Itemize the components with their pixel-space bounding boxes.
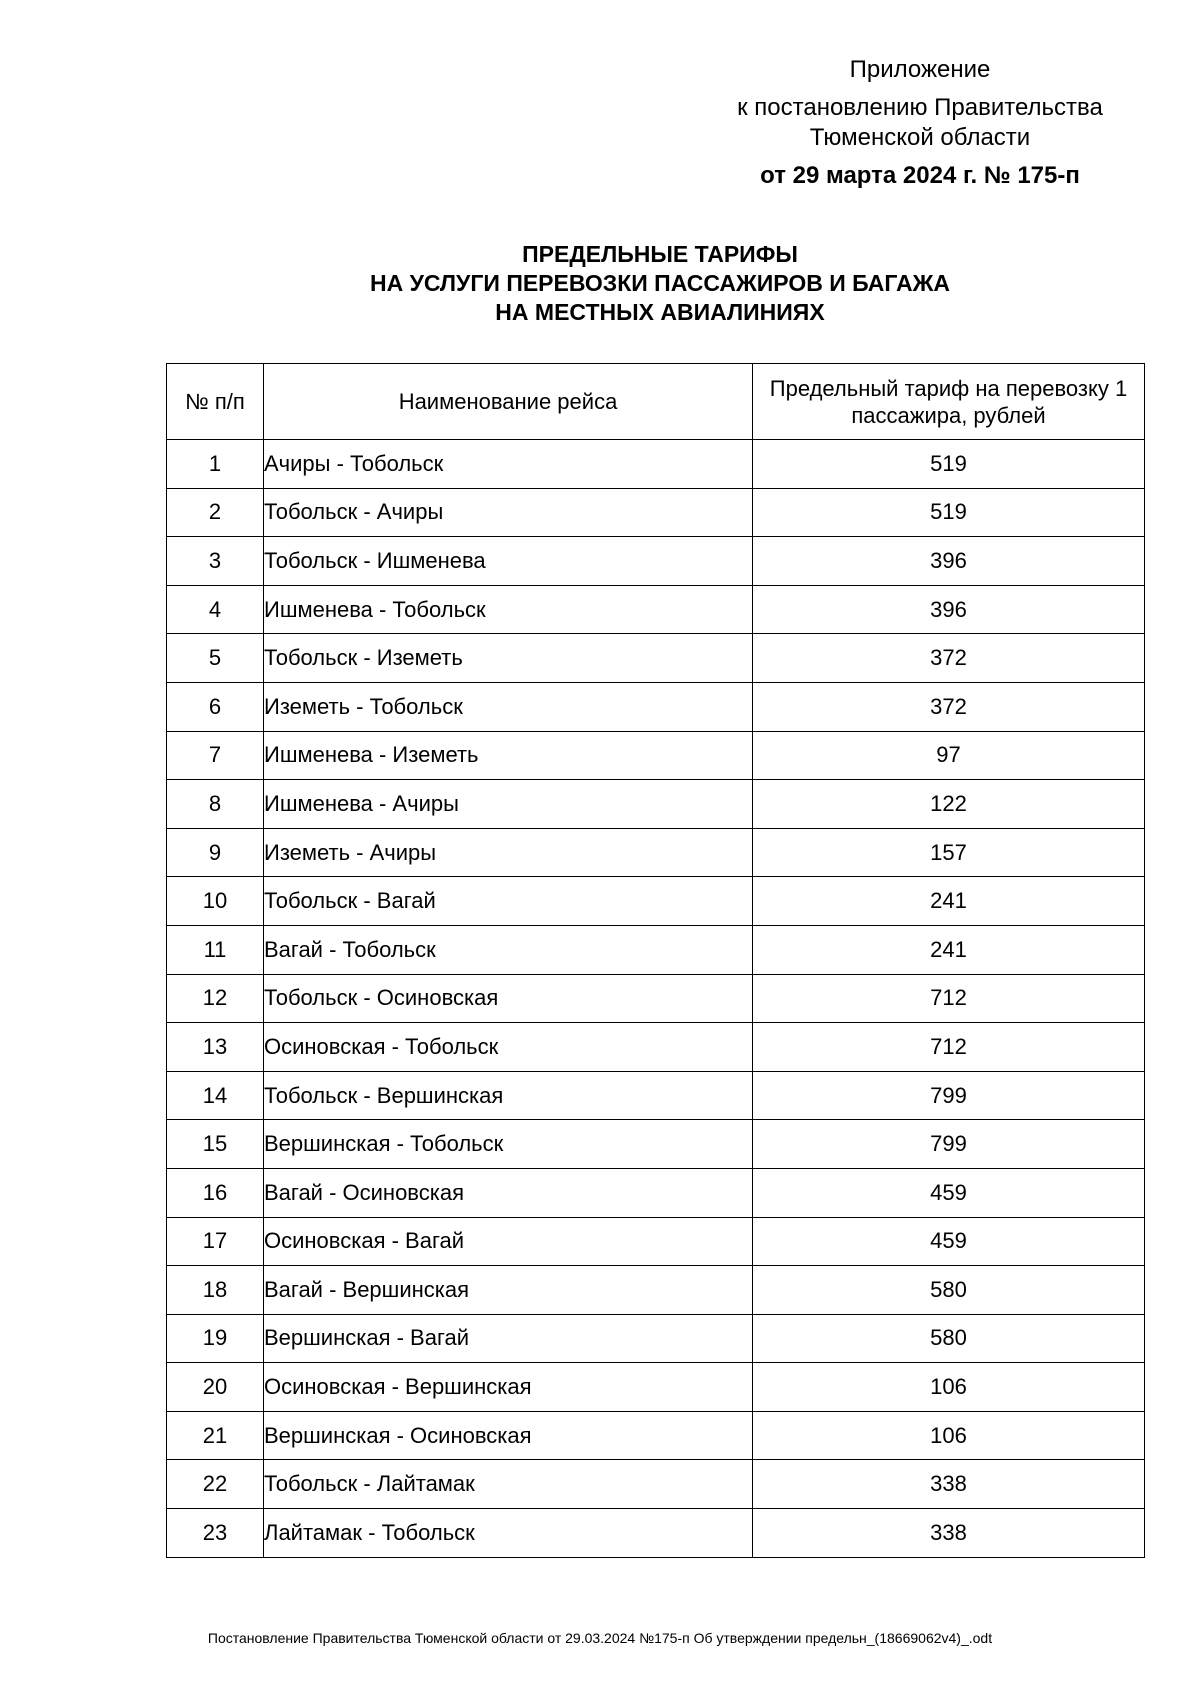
row-number: 6 — [167, 682, 264, 731]
row-flight-name: Вершинская - Осиновская — [264, 1411, 753, 1460]
table-row — [167, 1071, 1145, 1120]
row-number: 14 — [167, 1071, 264, 1120]
row-tariff: 97 — [753, 731, 1145, 780]
row-tariff: 519 — [753, 440, 1145, 489]
row-number: 13 — [167, 1023, 264, 1072]
row-flight-name: Тобольск - Ишменева — [264, 537, 753, 586]
row-number: 12 — [167, 974, 264, 1023]
table-row — [167, 1120, 1145, 1169]
title-line-2: НА УСЛУГИ ПЕРЕВОЗКИ ПАССАЖИРОВ И БАГАЖА — [369, 270, 951, 296]
row-flight-name: Вершинская - Тобольск — [264, 1120, 753, 1169]
row-tariff: 372 — [753, 682, 1145, 731]
table-row — [167, 974, 1145, 1023]
header-tariff: Предельный тариф на перевозку 1 пассажира, рублей — [753, 364, 1145, 440]
title-line-3: НА МЕСТНЫХ АВИАЛИНИЯХ — [495, 299, 825, 325]
table-row — [167, 1509, 1145, 1558]
row-tariff: 338 — [753, 1509, 1145, 1558]
row-tariff: 106 — [753, 1411, 1145, 1460]
row-number: 7 — [167, 731, 264, 780]
row-flight-name: Осиновская - Вершинская — [264, 1363, 753, 1412]
row-number: 1 — [167, 440, 264, 489]
row-flight-name: Тобольск - Ачиры — [264, 488, 753, 537]
row-number: 20 — [167, 1363, 264, 1412]
row-tariff: 799 — [753, 1120, 1145, 1169]
document-title — [130, 240, 1190, 327]
row-number: 3 — [167, 537, 264, 586]
row-flight-name: Вагай - Осиновская — [264, 1168, 753, 1217]
row-flight-name: Вагай - Вершинская — [264, 1266, 753, 1315]
row-tariff: 580 — [753, 1314, 1145, 1363]
row-number: 17 — [167, 1217, 264, 1266]
table-row — [167, 1314, 1145, 1363]
table-row — [167, 537, 1145, 586]
table-row — [167, 731, 1145, 780]
table-row — [167, 1411, 1145, 1460]
table-row — [167, 1460, 1145, 1509]
table-row — [167, 585, 1145, 634]
row-flight-name: Ачиры - Тобольск — [264, 440, 753, 489]
table-row — [167, 440, 1145, 489]
table-row — [167, 828, 1145, 877]
row-number: 22 — [167, 1460, 264, 1509]
row-flight-name: Осиновская - Вагай — [264, 1217, 753, 1266]
row-number: 4 — [167, 585, 264, 634]
table-header-row — [167, 364, 1145, 440]
row-tariff: 799 — [753, 1071, 1145, 1120]
table-row — [167, 682, 1145, 731]
row-number: 19 — [167, 1314, 264, 1363]
appendix-title: Приложение — [849, 56, 991, 83]
header-flight-name: Наименование рейса — [264, 364, 753, 440]
row-flight-name: Иземеть - Тобольск — [264, 682, 753, 731]
row-number: 21 — [167, 1411, 264, 1460]
row-flight-name: Ишменева - Иземеть — [264, 731, 753, 780]
row-flight-name: Тобольск - Вагай — [264, 877, 753, 926]
table-row — [167, 780, 1145, 829]
title-line-1: ПРЕДЕЛЬНЫЕ ТАРИФЫ — [522, 241, 798, 267]
row-tariff: 338 — [753, 1460, 1145, 1509]
row-flight-name: Тобольск - Лайтамак — [264, 1460, 753, 1509]
row-tariff: 712 — [753, 1023, 1145, 1072]
table-row — [167, 1363, 1145, 1412]
row-number: 8 — [167, 780, 264, 829]
row-flight-name: Осиновская - Тобольск — [264, 1023, 753, 1072]
row-tariff: 396 — [753, 585, 1145, 634]
table-row — [167, 1168, 1145, 1217]
tariff-table — [166, 363, 1145, 1558]
row-tariff: 106 — [753, 1363, 1145, 1412]
table-body — [167, 440, 1145, 1558]
row-tariff: 157 — [753, 828, 1145, 877]
row-tariff: 241 — [753, 877, 1145, 926]
row-flight-name: Вершинская - Вагай — [264, 1314, 753, 1363]
row-number: 16 — [167, 1168, 264, 1217]
row-flight-name: Тобольск - Иземеть — [264, 634, 753, 683]
table-row — [167, 877, 1145, 926]
row-number: 11 — [167, 925, 264, 974]
table-row — [167, 1217, 1145, 1266]
row-tariff: 459 — [753, 1168, 1145, 1217]
row-tariff: 396 — [753, 537, 1145, 586]
row-tariff: 580 — [753, 1266, 1145, 1315]
row-flight-name: Иземеть - Ачиры — [264, 828, 753, 877]
row-flight-name: Лайтамак - Тобольск — [264, 1509, 753, 1558]
row-number: 10 — [167, 877, 264, 926]
table-row — [167, 488, 1145, 537]
appendix-reference: к постановлению Правительства Тюменской области — [737, 94, 1103, 151]
row-flight-name: Вагай - Тобольск — [264, 925, 753, 974]
row-tariff: 372 — [753, 634, 1145, 683]
row-number: 2 — [167, 488, 264, 537]
table-row — [167, 1023, 1145, 1072]
header-number: № п/п — [167, 364, 264, 440]
row-number: 5 — [167, 634, 264, 683]
footer-filename: Постановление Правительства Тюменской области от 29.03.2024 №175-п Об утверждении предельн_(18669062v4)_.odt — [207, 1630, 993, 1646]
row-tariff: 459 — [753, 1217, 1145, 1266]
row-number: 9 — [167, 828, 264, 877]
row-tariff: 122 — [753, 780, 1145, 829]
row-number: 18 — [167, 1266, 264, 1315]
appendix-block — [700, 55, 1140, 191]
row-flight-name: Тобольск - Осиновская — [264, 974, 753, 1023]
appendix-date: от 29 марта 2024 г. № 175-п — [760, 162, 1080, 189]
row-number: 15 — [167, 1120, 264, 1169]
row-tariff: 712 — [753, 974, 1145, 1023]
row-tariff: 241 — [753, 925, 1145, 974]
table-row — [167, 634, 1145, 683]
row-flight-name: Ишменева - Тобольск — [264, 585, 753, 634]
row-tariff: 519 — [753, 488, 1145, 537]
row-flight-name: Тобольск - Вершинская — [264, 1071, 753, 1120]
row-number: 23 — [167, 1509, 264, 1558]
table-row — [167, 1266, 1145, 1315]
row-flight-name: Ишменева - Ачиры — [264, 780, 753, 829]
table-row — [167, 925, 1145, 974]
